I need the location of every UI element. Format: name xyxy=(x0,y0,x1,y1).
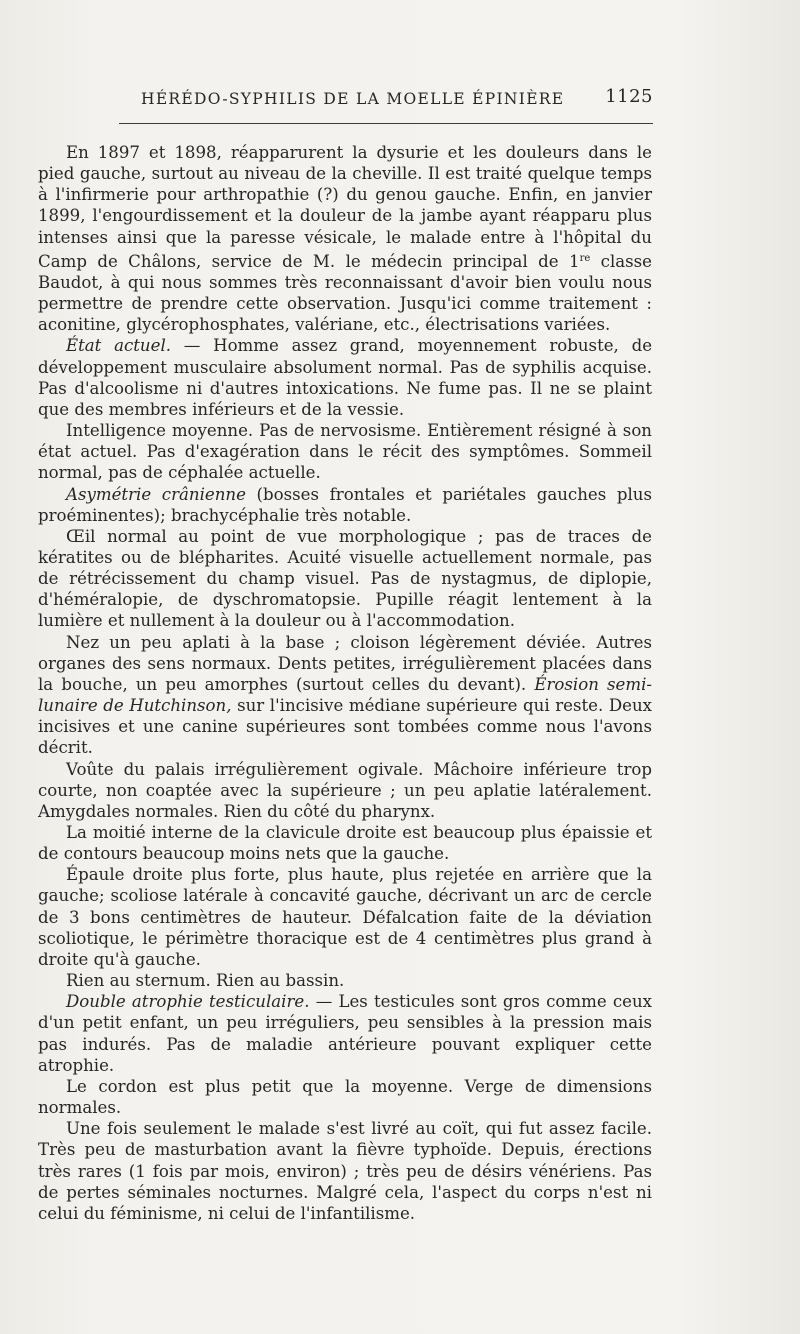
paragraph-intelligence: Intelligence moyenne. Pas de nervosisme. Entièrement résigné à son état actuel. Pas d'exagération dans le récit des symptômes. Sommeil normal, pas de céphalée actuelle. xyxy=(38,421,652,483)
section-lead: Double atrophie testiculaire. xyxy=(66,992,310,1012)
paragraph-asymetrie: Asymétrie crânienne (bosses frontales et pariétales gauches plus proéminentes); brachycéphalie très notable. xyxy=(38,484,652,525)
running-title: HÉRÉDO-SYPHILIS DE LA MOELLE ÉPINIÈRE xyxy=(141,90,565,108)
superscript: re xyxy=(579,252,591,264)
paragraph-coit: Une fois seulement le malade s'est livré au coït, qui fut assez facile. Très peu de masturbation avant la fièvre typhoïde. Depuis, érections très rares (1 fois par mois, environ) ; très peu de désirs vénériens. Pas de pertes séminales nocturnes. Malgré cela, l'aspect du corps n'est ni celui du féminisme, ni celui de l'infantilisme. xyxy=(38,1119,652,1223)
emphasis: Érosion semi-lunaire de Hutchinson, xyxy=(38,674,653,716)
section-lead: Asymétrie crânienne xyxy=(66,484,246,504)
paragraph-atrophie: Double atrophie testiculaire. — Les testicules sont gros comme ceux d'un petit enfant, un peu irréguliers, peu sensibles à la pression mais pas indurés. Pas de maladie antérieure pouvant expliquer cette atrophie. xyxy=(38,992,652,1075)
paragraph-etat-actuel: État actuel. — Homme assez grand, moyennement robuste, de développement musculaire absolument normal. Pas de syphilis acquise. Pas d'alcoolisme ni d'autres intoxications. Ne fume pas. Il ne se plaint que des membres inférieurs et de la vessie. xyxy=(38,336,653,419)
page-header xyxy=(119,84,653,112)
page-number: 1125 xyxy=(605,86,653,107)
paragraph-recurrence: En 1897 et 1898, réapparurent la dysurie et les douleurs dans le pied gauche, surtout au niveau de la cheville. Il est traité quelque temps à l'infirmerie pour arthropathie (?) du genou gauche. Enfin, en janvier 1899, l'engourdissement et la douleur de la jambe ayant réapparu plus intenses ainsi que la paresse vésicale, le malade entre à l'hôpital du Camp de Châlons, service de M. le médecin principal de 1re classe Baudot, à qui nous sommes très reconnaissant d'avoir bien voulu nous permettre de prendre cette observation. Jusqu'ici comme traitement : aconitine, glycérophosphates, valériane, etc., électrisations variées. xyxy=(38,143,653,335)
header-rule xyxy=(119,123,653,124)
paragraph-voute-palais: Voûte du palais irrégulièrement ogivale. Mâchoire inférieure trop courte, non coaptée avec la supérieure ; un peu aplatie latéralement. Amygdales normales. Rien du côté du pharynx. xyxy=(38,759,652,821)
section-lead: État actuel. xyxy=(66,336,172,356)
paragraph-sternum: Rien au sternum. Rien au bassin. xyxy=(66,971,345,991)
body-text xyxy=(38,142,652,1224)
paragraph-epaule: Épaule droite plus forte, plus haute, plus rejetée en arrière que la gauche; scoliose latérale à concavité gauche, décrivant un arc de cercle de 3 bons centimètres de hauteur. Défalcation faite de la déviation scoliotique, le périmètre thoracique est de 4 centimètres plus grand à droite qu'à gauche. xyxy=(38,865,652,969)
paragraph-clavicule: La moitié interne de la clavicule droite est beaucoup plus épaissie et de contours beaucoup moins nets que la gauche. xyxy=(38,823,652,864)
paragraph-nez-dents: Nez un peu aplati à la base ; cloison légèrement déviée. Autres organes des sens normaux. Dents petites, irrégulièrement placées dans la bouche, un peu amorphes (surtout celles du devant). Érosion semi-lunaire de Hutchinson, sur l'incisive médiane supérieure qui reste. Deux incisives et une canine supérieures sont tombées comme nous l'avons décrit. xyxy=(38,632,653,758)
paragraph-oeil: Œil normal au point de vue morphologique ; pas de traces de kératites ou de blépharites. Acuité visuelle actuellement normale, pas de rétrécissement du champ visuel. Pas de nystagmus, de diplopie, d'héméralopie, de dyschromatopsie. Pupille réagit lentement à la lumière et nullement à la douleur ou à l'accommodation. xyxy=(38,526,652,631)
paragraph-cordon: Le cordon est plus petit que la moyenne. Verge de dimensions normales. xyxy=(38,1076,652,1118)
